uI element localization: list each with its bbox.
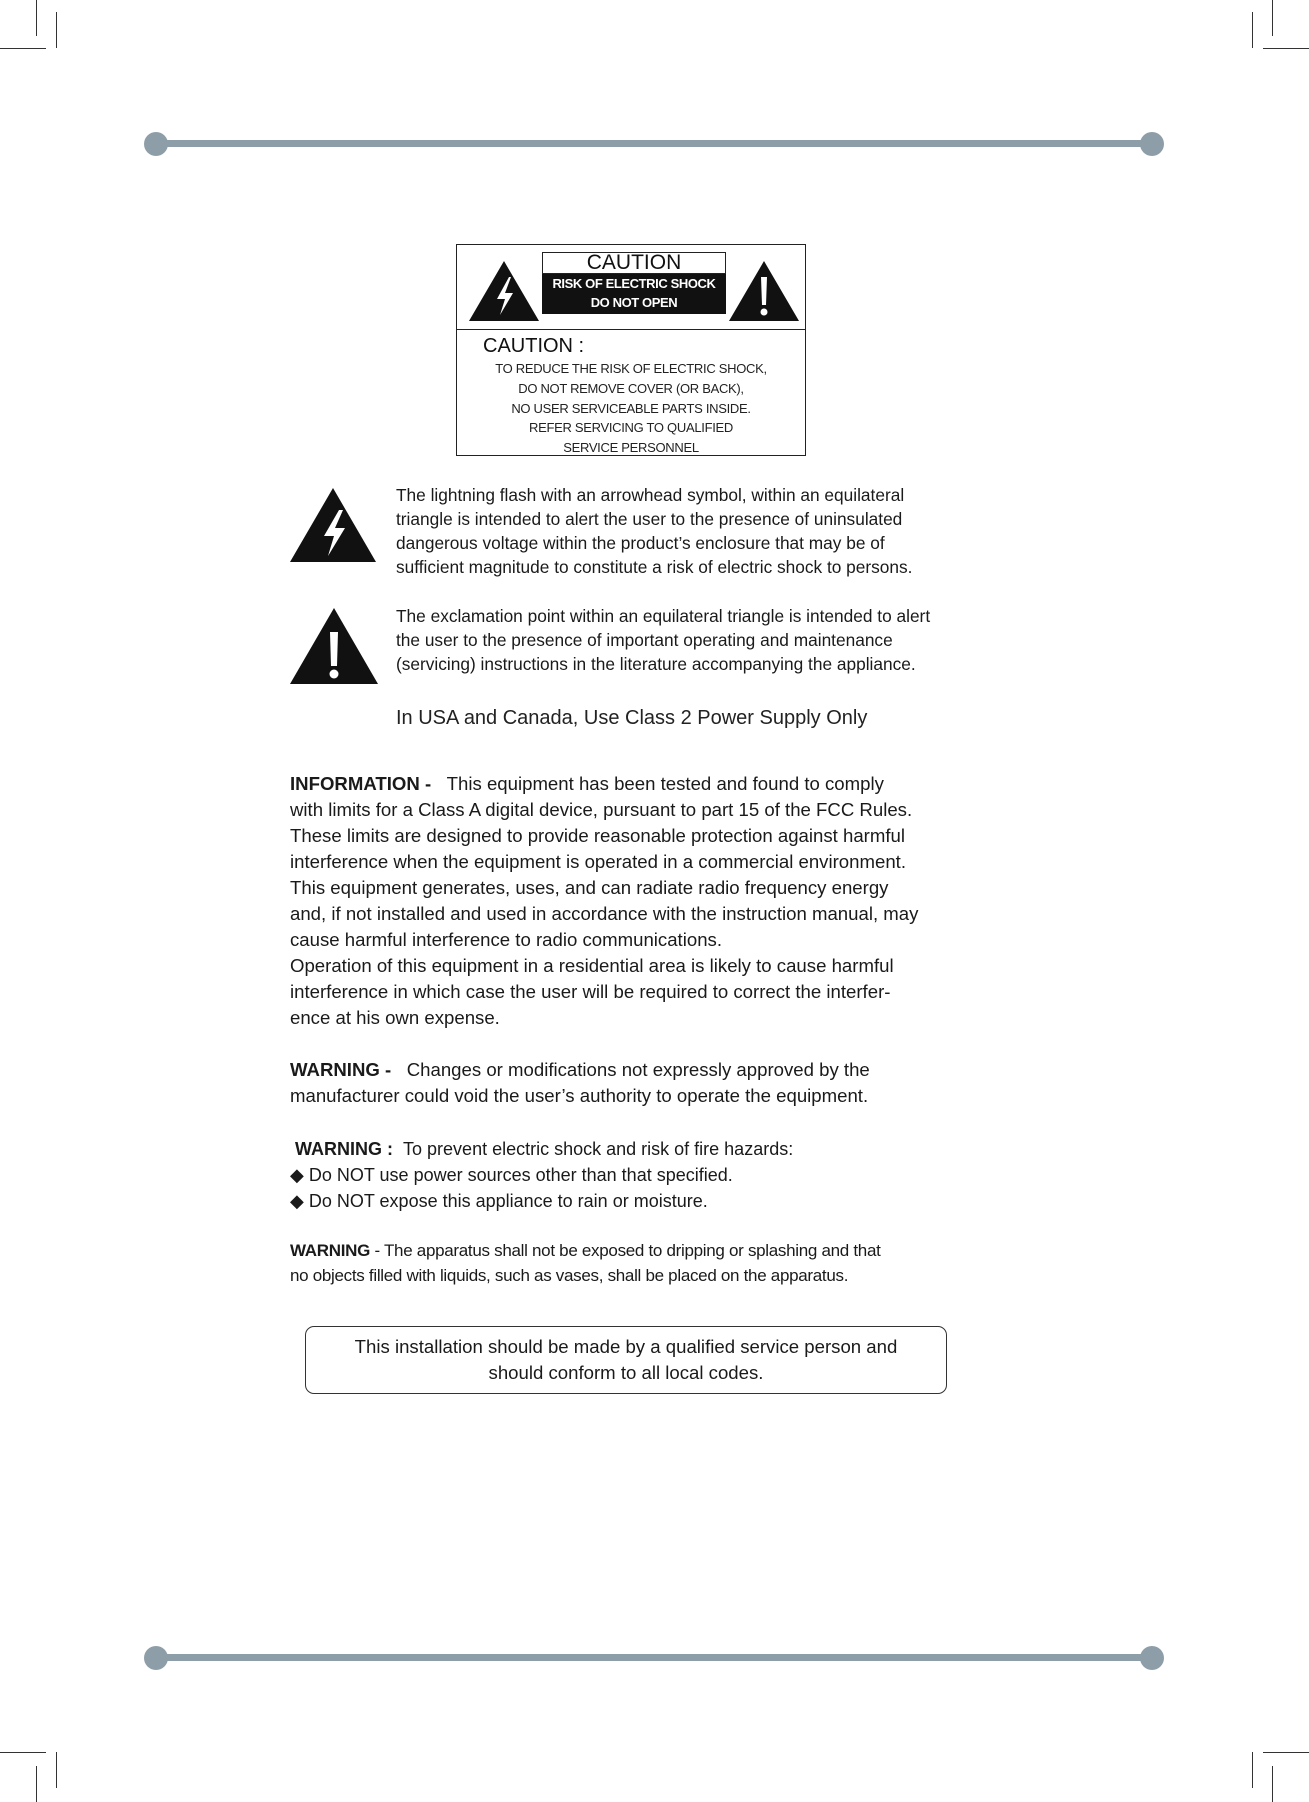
caution-label-header <box>457 245 805 330</box>
caution-line: NO USER SERVICEABLE PARTS INSIDE. <box>511 400 751 416</box>
text-line: no objects filled with liquids, such as vases, shall be placed on the apparatus. <box>290 1266 849 1285</box>
caution-line: SERVICE PERSONNEL <box>563 440 699 456</box>
caution-line: REFER SERVICING TO QUALIFIED <box>529 420 733 436</box>
caution-line: TO REDUCE THE RISK OF ELECTRIC SHOCK, <box>495 361 767 376</box>
rule-endpoint <box>144 132 168 156</box>
text-line: The exclamation point within an equilateral triangle is intended to alert <box>396 606 931 626</box>
text-span: Do NOT use power sources other than that specified. <box>308 1165 733 1185</box>
caution-banner-line: DO NOT OPEN <box>590 295 678 310</box>
text-line: These limits are designed to provide reasonable protection against harmful <box>290 825 905 846</box>
lightning-warning-icon <box>288 486 378 564</box>
crop-mark <box>1252 1752 1253 1788</box>
fcc-information <box>290 771 1010 1031</box>
text-span: Do NOT expose this appliance to rain or moisture. <box>308 1191 708 1211</box>
text-span: This equipment has been tested and found to comply <box>446 773 884 794</box>
text-line: interference when the equipment is operated in a commercial environment. <box>290 851 906 872</box>
top-rule <box>155 140 1153 147</box>
exclamation-warning-icon <box>727 259 801 323</box>
text-line: The lightning flash with an arrowhead symbol, within an equilateral <box>396 485 905 505</box>
crop-mark <box>0 48 46 49</box>
rule-endpoint <box>144 1646 168 1670</box>
diamond-bullet-icon: ◆ <box>290 1191 304 1211</box>
text-line: should conform to all local codes. <box>488 1362 764 1383</box>
text-span: Changes or modifications not expressly approved by the <box>406 1059 870 1080</box>
lightning-symbol-description <box>396 483 1008 579</box>
crop-mark <box>36 0 37 36</box>
warning-label: WARNING <box>290 1241 371 1260</box>
text-line: Operation of this equipment in a residential area is likely to cause harmful <box>290 955 894 976</box>
crop-mark <box>1263 48 1309 49</box>
list-item <box>290 1162 1010 1188</box>
warning-modifications <box>290 1057 1010 1109</box>
power-supply-note: In USA and Canada, Use Class 2 Power Supply Only <box>396 707 868 729</box>
text-line: This equipment generates, uses, and can radiate radio frequency energy <box>290 877 889 898</box>
caution-label <box>456 244 806 456</box>
warning-label: WARNING - <box>290 1059 392 1080</box>
caution-line: DO NOT REMOVE COVER (OR BACK), <box>518 380 744 396</box>
crop-mark <box>0 1752 46 1753</box>
list-item <box>290 1188 1010 1214</box>
rule-endpoint <box>1140 1646 1164 1670</box>
text-line: dangerous voltage within the product’s enclosure that may be of <box>396 533 885 553</box>
text-line: manufacturer could void the user’s authority to operate the equipment. <box>290 1085 869 1106</box>
rule-endpoint <box>1140 132 1164 156</box>
text-line: triangle is intended to alert the user to the presence of uninsulated <box>396 509 903 529</box>
caution-title: CAUTION <box>542 252 726 274</box>
text-line <box>290 1136 1010 1162</box>
exclamation-symbol-description <box>396 604 1008 676</box>
text-span: To prevent electric shock and risk of fire hazards: <box>403 1139 794 1159</box>
caution-lines <box>457 359 805 458</box>
text-line: interference in which case the user will be required to correct the interfer- <box>290 981 891 1002</box>
lightning-warning-icon <box>467 259 541 323</box>
warning-label: WARNING : <box>295 1139 394 1159</box>
text-line <box>290 1057 1010 1083</box>
bottom-rule <box>155 1654 1153 1661</box>
text-line: cause harmful interference to radio communications. <box>290 929 722 950</box>
crop-mark <box>1272 0 1273 36</box>
crop-mark <box>56 1752 57 1788</box>
warning-electric-shock <box>290 1136 1010 1214</box>
installation-notice <box>305 1326 947 1394</box>
text-line: with limits for a Class A digital device, pursuant to part 15 of the FCC Rules. <box>290 799 913 820</box>
warning-liquids <box>290 1238 990 1288</box>
text-line <box>290 771 1010 797</box>
crop-mark <box>1263 1752 1309 1753</box>
text-line: and, if not installed and used in accordance with the instruction manual, may <box>290 903 919 924</box>
text-span: - The apparatus shall not be exposed to dripping or splashing and that <box>374 1241 881 1260</box>
crop-mark <box>56 12 57 48</box>
crop-mark <box>36 1766 37 1802</box>
crop-mark <box>1272 1766 1273 1802</box>
text-line: the user to the presence of important operating and maintenance <box>396 630 893 650</box>
crop-mark <box>1252 12 1253 48</box>
text-line: sufficient magnitude to constitute a risk of electric shock to persons. <box>396 557 913 577</box>
text-line: This installation should be made by a qualified service person and <box>354 1336 898 1357</box>
caution-subtitle: CAUTION : <box>483 335 585 357</box>
information-label: INFORMATION - <box>290 773 432 794</box>
caution-banner <box>542 274 726 314</box>
caution-banner-line: RISK OF ELECTRIC SHOCK <box>552 276 716 291</box>
text-line: (servicing) instructions in the literature accompanying the appliance. <box>396 654 916 674</box>
text-line <box>290 1238 990 1263</box>
text-line: ence at his own expense. <box>290 1007 500 1028</box>
diamond-bullet-icon: ◆ <box>290 1165 304 1185</box>
exclamation-warning-icon <box>288 606 380 686</box>
